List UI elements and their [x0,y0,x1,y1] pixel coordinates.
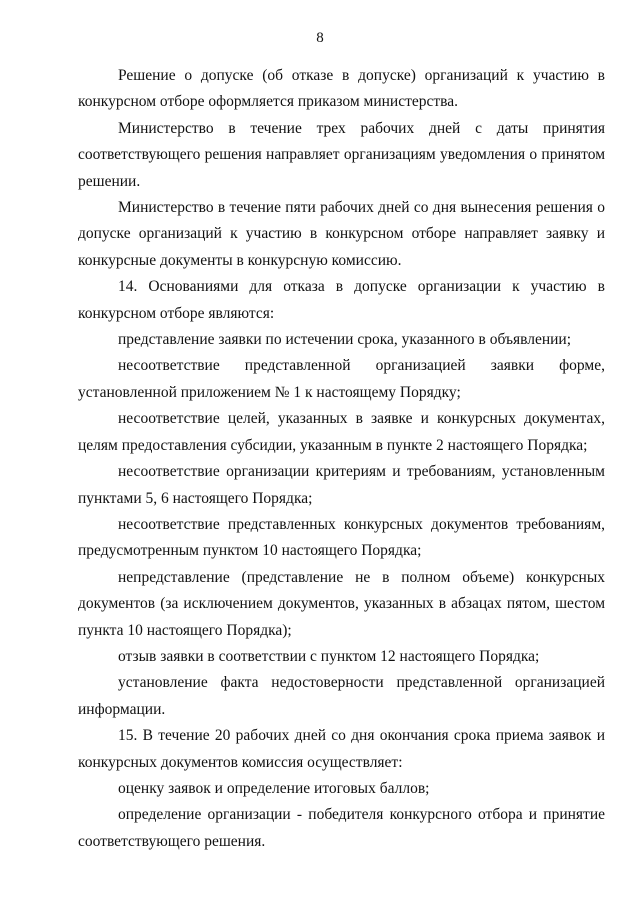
paragraph-admission-order: Решение о допуске (об отказе в допуске) организаций к участию в конкурсном отборе оформляется приказом министерства. [78,67,605,111]
paragraph-forwarding: Министерство в течение пяти рабочих дней со дня вынесения решения о допуске организаций к участию в конкурсном отборе направляет заявку и конкурсные документы в конкурсную комиссию. [78,199,605,269]
list-item-late-submission: представление заявки по истечении срока, указанного в объявлении; [118,331,572,349]
page-number: 8 [316,30,324,46]
list-item-withdrawal: отзыв заявки в соответствии с пунктом 12 настоящего Порядка; [118,647,540,665]
document-body [78,63,605,855]
list-item-criteria-mismatch: несоответствие организации критериям и требованиям, установленным пунктами 5, 6 настоящего Порядка; [78,463,605,507]
list-item-documents-missing: непредставление (представление не в полном объеме) конкурсных документов (за исключением документов, указанных в абзацах пятом, шестом пункта 10 настоящего Порядка); [78,568,605,639]
list-item-goals-mismatch: несоответствие целей, указанных в заявке и конкурсных документах, целям предоставления субсидии, указанным в пункте 2 настоящего Порядка; [78,410,605,454]
list-item-documents-mismatch: несоответствие представленных конкурсных документов требованиям, предусмотренным пунктом 10 настоящего Порядка; [78,515,605,560]
list-item-winner-selection: определение организации - победителя конкурсного отбора и принятие соответствующего решения. [78,806,605,850]
paragraph-section-15: 15. В течение 20 рабочих дней со дня окончания срока приема заявок и конкурсных документов комиссия осуществляет: [78,727,605,771]
list-item-false-information: установление факта недостоверности представленной организацией информации. [78,674,605,718]
list-item-form-mismatch: несоответствие представленной организацией заявки форме, установленной приложением № 1 к настоящему Порядку; [78,357,605,401]
paragraph-notification: Министерство в течение трех рабочих дней с даты принятия соответствующего решения направляет организациям уведомления о принятом решении. [78,119,605,190]
paragraph-section-14: 14. Основаниями для отказа в допуске организации к участию в конкурсном отборе являются: [78,278,605,322]
list-item-evaluation: оценку заявок и определение итоговых баллов; [118,779,430,797]
